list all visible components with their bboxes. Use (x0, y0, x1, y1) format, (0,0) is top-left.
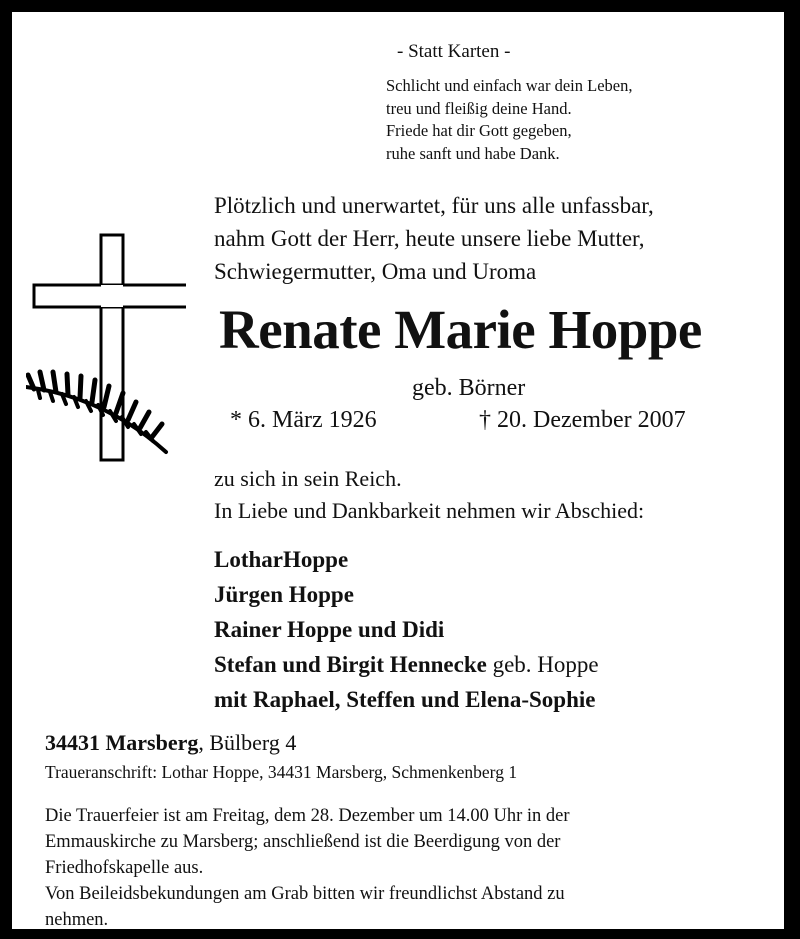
poem-line: ruhe sanft und habe Dank. (386, 143, 560, 163)
mourner-line (214, 647, 599, 682)
intro-text (214, 189, 654, 288)
mourner-note: geb. Hoppe (486, 652, 599, 677)
poem (386, 75, 633, 165)
family-address (45, 732, 296, 754)
notice-line: Von Beileidsbekundungen am Grab bitten wir freundlichst Abstand zu (45, 884, 565, 904)
cross-with-palm-branch-icon (26, 227, 186, 472)
intro-line: Plötzlich und unerwartet, für uns alle unfassbar, (214, 193, 654, 218)
farewell-text (214, 463, 644, 527)
statt-karten-header: - Statt Karten - (397, 41, 511, 62)
notice-line: Friedhofskapelle aus. (45, 858, 204, 878)
farewell-line: zu sich in sein Reich. (214, 466, 402, 491)
notice-line: nehmen. (45, 910, 109, 930)
mourner-line: Jürgen Hoppe (214, 582, 354, 607)
death-date: † 20. Dezember 2007 (479, 407, 686, 433)
maiden-name: geb. Börner (412, 375, 526, 401)
notice-line: Emmauskirche zu Marsberg; anschließend ist die Beerdigung von der (45, 832, 561, 852)
mourner-line: LotharHoppe (214, 547, 349, 572)
mourners-list (214, 542, 599, 717)
notice-line: Die Trauerfeier ist am Freitag, dem 28. Dezember um 14.00 Uhr in der (45, 806, 570, 826)
mourner-names: Stefan und Birgit Hennecke (214, 652, 487, 677)
deceased-name: Renate Marie Hoppe (219, 299, 702, 360)
address-street: , Bülberg 4 (198, 730, 297, 755)
mourning-address: Traueranschrift: Lothar Hoppe, 34431 Marsberg, Schmenkenberg 1 (45, 762, 518, 782)
mourner-line: Rainer Hoppe und Didi (214, 617, 445, 642)
intro-line: nahm Gott der Herr, heute unsere liebe Mutter, (214, 226, 645, 251)
farewell-line: In Liebe und Dankbarkeit nehmen wir Abschied: (214, 498, 645, 523)
funeral-notice (45, 803, 570, 933)
poem-line: treu und fleißig deine Hand. (386, 98, 572, 118)
intro-line: Schwiegermutter, Oma und Uroma (214, 259, 537, 284)
birth-date: * 6. März 1926 (230, 407, 377, 433)
poem-line: Friede hat dir Gott gegeben, (386, 121, 572, 140)
address-city: 34431 Marsberg (45, 730, 199, 755)
mourner-line: mit Raphael, Steffen und Elena-Sophie (214, 687, 596, 712)
poem-line: Schlicht und einfach war dein Leben, (386, 76, 633, 95)
